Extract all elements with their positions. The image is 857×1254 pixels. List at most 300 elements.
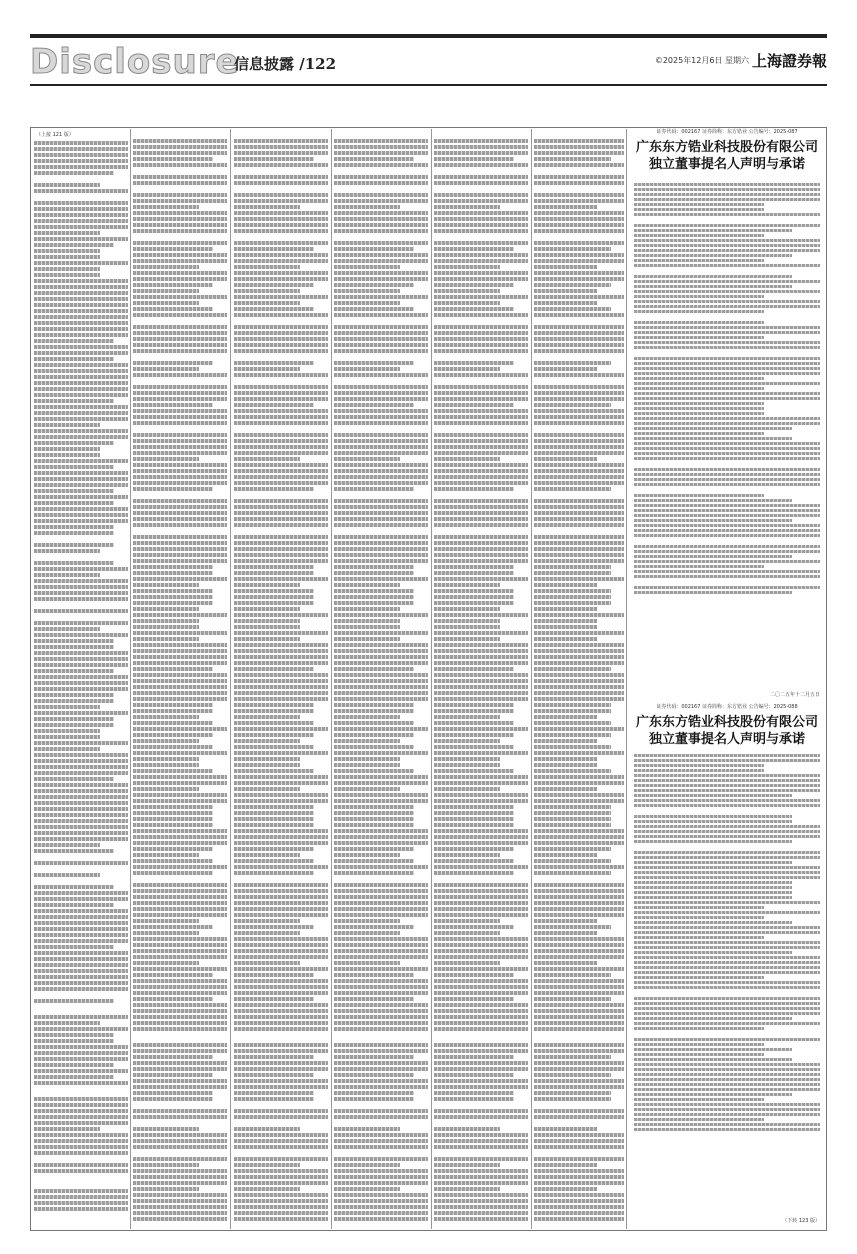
text-line <box>34 831 128 835</box>
text-line <box>133 259 227 263</box>
text-line <box>334 283 414 287</box>
text-line <box>334 439 428 443</box>
text-line <box>133 373 227 377</box>
text-line <box>534 523 624 527</box>
text-line <box>534 277 624 281</box>
text-line <box>133 1067 227 1071</box>
text-line <box>234 781 328 785</box>
text-line <box>34 885 114 889</box>
text-line <box>34 951 128 955</box>
text-line <box>434 733 514 737</box>
text-line <box>133 697 227 701</box>
text-line <box>434 469 528 473</box>
text-line <box>234 295 328 299</box>
text-line <box>133 391 227 395</box>
text-line <box>334 1043 428 1047</box>
text-line <box>334 1217 428 1221</box>
text-line <box>434 631 528 635</box>
text-line <box>634 315 820 319</box>
text-line <box>133 247 213 251</box>
text-line <box>534 1097 611 1101</box>
text-line <box>133 475 227 479</box>
column-divider <box>431 129 432 1229</box>
text-line <box>634 331 820 334</box>
text-line <box>334 817 414 821</box>
text-line <box>34 1139 128 1143</box>
text-line <box>234 391 328 395</box>
text-line <box>634 560 820 563</box>
text-line <box>534 577 624 581</box>
text-line <box>234 163 328 167</box>
text-line <box>334 853 400 857</box>
text-line <box>534 859 611 863</box>
text-line <box>534 841 624 845</box>
text-line <box>133 817 213 821</box>
text-line <box>434 997 514 1001</box>
text-line <box>534 1163 597 1167</box>
text-line <box>534 739 597 743</box>
text-line <box>34 1109 128 1113</box>
text-line <box>634 815 792 818</box>
text-line <box>133 613 227 617</box>
text-line <box>334 943 428 947</box>
text-line <box>234 265 300 269</box>
text-line <box>434 535 528 539</box>
text-line <box>133 445 227 449</box>
text-line <box>434 361 514 365</box>
text-line <box>133 385 227 389</box>
text-line <box>634 835 820 838</box>
text-line <box>434 607 500 611</box>
text-line <box>534 835 624 839</box>
text-line <box>534 913 624 917</box>
text-line <box>434 751 528 755</box>
text-line <box>434 1181 528 1185</box>
text-line <box>133 655 227 659</box>
text-line <box>634 866 820 869</box>
text-line <box>334 1091 414 1095</box>
text-line <box>434 931 500 935</box>
text-line <box>34 495 128 499</box>
text-line <box>34 807 128 811</box>
text-line <box>434 187 528 191</box>
text-line <box>34 249 100 253</box>
text-line <box>534 559 624 563</box>
text-line <box>34 705 100 709</box>
text-line <box>334 1121 428 1125</box>
text-line <box>534 1121 624 1125</box>
text-line <box>34 1033 114 1037</box>
text-line <box>334 883 428 887</box>
text-line <box>534 307 611 311</box>
text-line <box>34 627 100 631</box>
text-line <box>534 427 624 431</box>
text-line <box>634 921 792 924</box>
text-line <box>334 715 400 719</box>
text-line <box>434 1157 528 1161</box>
text-line <box>434 169 528 173</box>
text-line <box>634 224 820 227</box>
text-line <box>634 966 820 969</box>
text-line <box>534 445 624 449</box>
text-line <box>34 225 128 229</box>
text-line <box>634 1053 764 1056</box>
text-line <box>34 759 128 763</box>
text-line <box>133 763 199 767</box>
text-line <box>234 1049 328 1053</box>
text-line <box>133 1027 227 1031</box>
text-line <box>133 1037 227 1041</box>
text-line <box>634 799 820 802</box>
text-line <box>234 877 328 881</box>
text-line <box>534 373 624 377</box>
text-line <box>534 397 624 401</box>
text-line <box>334 343 428 347</box>
text-line <box>133 961 199 965</box>
text-line <box>334 661 428 665</box>
text-line <box>434 769 514 773</box>
text-line <box>534 421 624 425</box>
text-line <box>234 427 328 431</box>
text-line <box>234 589 314 593</box>
text-line <box>133 415 227 419</box>
text-line <box>234 799 328 803</box>
text-line <box>133 649 227 653</box>
text-line <box>534 907 624 911</box>
text-line <box>534 223 624 227</box>
text-line <box>434 1109 528 1113</box>
text-line <box>434 1021 528 1025</box>
text-line <box>334 1139 428 1143</box>
text-line <box>334 991 428 995</box>
text-line <box>434 421 528 425</box>
text-line <box>34 1195 128 1199</box>
text-line <box>334 655 428 659</box>
text-line <box>634 1073 820 1076</box>
text-line <box>133 487 213 491</box>
text-line <box>634 504 820 507</box>
text-line <box>133 1151 227 1155</box>
text-line <box>334 823 414 827</box>
text-line <box>434 613 528 617</box>
text-line <box>634 177 820 181</box>
text-line <box>234 967 328 971</box>
text-line <box>334 289 400 293</box>
text-line <box>234 1175 328 1179</box>
text-line <box>434 835 528 839</box>
text-line <box>234 175 328 179</box>
text-line <box>334 331 428 335</box>
text-line <box>534 547 624 551</box>
text-line <box>34 1009 128 1013</box>
text-line <box>34 975 128 979</box>
text-line <box>434 763 500 767</box>
text-line <box>434 517 528 521</box>
text-line <box>534 463 624 467</box>
text-line <box>34 441 114 445</box>
text-line <box>334 589 414 593</box>
text-line <box>34 939 128 943</box>
text-line <box>434 1079 528 1083</box>
text-line <box>334 685 428 689</box>
text-line <box>534 493 624 497</box>
text-line <box>534 1085 624 1089</box>
text-line <box>133 553 227 557</box>
text-column-5 <box>434 129 528 1229</box>
text-line <box>634 555 792 558</box>
text-line <box>334 565 414 569</box>
text-line <box>234 697 328 701</box>
text-line <box>234 1067 328 1071</box>
text-line <box>133 241 227 245</box>
column-divider <box>626 129 627 1229</box>
text-line <box>334 619 400 623</box>
text-line <box>133 319 227 323</box>
text-line <box>234 1103 328 1107</box>
text-column-1 <box>34 129 128 1229</box>
text-line <box>34 207 128 211</box>
text-line <box>334 679 428 683</box>
text-line <box>334 409 428 413</box>
text-line <box>534 571 611 575</box>
text-line <box>434 241 528 245</box>
text-line <box>133 727 227 731</box>
text-line <box>534 823 611 827</box>
text-line <box>234 457 300 461</box>
text-line <box>434 601 514 605</box>
text-line <box>234 1151 328 1155</box>
text-line <box>133 1127 199 1131</box>
text-line <box>434 547 528 551</box>
text-line <box>34 387 128 391</box>
text-line <box>34 1127 100 1131</box>
text-line <box>534 235 624 239</box>
text-line <box>34 645 114 649</box>
text-line <box>133 199 227 203</box>
text-line <box>434 961 500 965</box>
text-line <box>634 997 820 1000</box>
text-line <box>534 253 624 257</box>
text-line <box>133 1115 227 1119</box>
text-line <box>334 523 428 527</box>
text-line <box>133 883 227 887</box>
text-line <box>234 757 300 761</box>
text-line <box>34 291 128 295</box>
text-line <box>234 307 314 311</box>
text-line <box>434 379 528 383</box>
text-line <box>534 679 624 683</box>
text-line <box>534 1139 624 1143</box>
text-line <box>133 1139 227 1143</box>
text-line <box>334 1103 428 1107</box>
text-line <box>34 1051 128 1055</box>
text-line <box>334 1145 428 1149</box>
text-line <box>334 985 428 989</box>
text-line <box>133 1181 227 1185</box>
text-line <box>133 1043 227 1047</box>
text-line <box>34 591 128 595</box>
text-line <box>334 637 400 641</box>
text-line <box>434 139 528 143</box>
text-line <box>634 881 792 884</box>
text-line <box>534 211 624 215</box>
text-line <box>34 777 114 781</box>
text-line <box>234 625 300 629</box>
text-line <box>334 433 428 437</box>
text-line <box>34 915 128 919</box>
text-line <box>334 931 400 935</box>
text-line <box>434 391 528 395</box>
text-line <box>534 169 624 173</box>
text-line <box>34 747 100 751</box>
text-line <box>234 349 328 353</box>
text-line <box>434 217 528 221</box>
text-line <box>34 579 128 583</box>
text-line <box>133 901 227 905</box>
text-line <box>434 163 528 167</box>
text-line <box>334 961 400 965</box>
text-line <box>34 1081 128 1085</box>
text-line <box>634 830 820 833</box>
signature-date: 二〇二五年十二月五日 <box>769 692 820 698</box>
text-line <box>534 883 624 887</box>
text-line <box>133 295 227 299</box>
text-line <box>634 514 820 517</box>
text-line <box>34 531 114 535</box>
text-line <box>133 439 227 443</box>
text-line <box>534 139 624 143</box>
text-line <box>133 511 227 515</box>
text-line <box>334 241 428 245</box>
text-line <box>133 949 227 953</box>
text-line <box>334 595 414 599</box>
text-line <box>133 859 213 863</box>
text-line <box>534 1217 624 1221</box>
text-line <box>133 1097 213 1101</box>
section-title: 信息披露 /122 <box>234 55 337 73</box>
text-line <box>133 181 227 185</box>
text-line <box>434 757 500 761</box>
text-line <box>434 205 500 209</box>
text-line <box>334 1109 428 1113</box>
text-line <box>34 993 128 997</box>
text-line <box>133 331 227 335</box>
text-line <box>634 1048 792 1051</box>
text-line <box>434 445 528 449</box>
text-line <box>34 549 100 553</box>
text-line <box>334 799 428 803</box>
text-line <box>434 715 500 719</box>
text-line <box>34 195 128 199</box>
text-line <box>234 451 328 455</box>
text-line <box>534 247 611 251</box>
text-line <box>34 489 114 493</box>
text-line <box>34 399 114 403</box>
text-line <box>534 133 624 137</box>
text-line <box>534 481 624 485</box>
text-line <box>133 565 213 569</box>
text-line <box>534 895 624 899</box>
newspaper-logo: 上海證券報 <box>751 52 827 70</box>
text-line <box>534 517 624 521</box>
text-line <box>634 896 792 899</box>
text-line <box>234 919 300 923</box>
text-line <box>234 1205 328 1209</box>
text-line <box>133 1109 227 1113</box>
text-line <box>534 205 597 209</box>
text-line <box>434 595 514 599</box>
text-line <box>234 961 300 965</box>
text-line <box>434 559 528 563</box>
text-line <box>234 949 328 953</box>
text-line <box>534 337 624 341</box>
text-line <box>34 861 128 865</box>
text-line <box>133 835 227 839</box>
text-line <box>634 264 820 267</box>
text-line <box>234 247 314 251</box>
text-line <box>34 189 128 193</box>
text-line <box>634 1083 820 1086</box>
text-line <box>434 433 528 437</box>
text-line <box>334 673 428 677</box>
text-line <box>634 524 820 527</box>
text-line <box>534 973 611 977</box>
text-line <box>634 565 764 568</box>
text-line <box>534 799 624 803</box>
notice-title-line-2: 独立董事提名人声明与承诺 <box>648 157 805 172</box>
text-line <box>334 199 428 203</box>
text-line <box>334 955 428 959</box>
text-line <box>534 847 611 851</box>
text-line <box>534 283 611 287</box>
text-line <box>133 505 227 509</box>
text-line <box>133 937 227 941</box>
text-line <box>34 243 114 247</box>
text-line <box>334 373 428 377</box>
text-line <box>234 1139 328 1143</box>
text-line <box>434 775 528 779</box>
text-line <box>634 931 820 934</box>
text-line <box>434 1169 528 1173</box>
text-line <box>434 943 528 947</box>
text-line <box>234 691 328 695</box>
text-line <box>133 985 227 989</box>
text-line <box>334 1079 428 1083</box>
text-line <box>434 553 528 557</box>
text-line <box>133 1205 227 1209</box>
text-line <box>634 911 820 914</box>
text-line <box>534 565 611 569</box>
text-line <box>334 937 428 941</box>
text-line <box>334 745 414 749</box>
text-line <box>534 697 624 701</box>
text-line <box>634 1002 820 1005</box>
text-line <box>34 795 128 799</box>
text-line <box>334 919 400 923</box>
text-line <box>434 157 514 161</box>
text-line <box>334 583 400 587</box>
text-line <box>634 1043 764 1046</box>
text-line <box>434 211 528 215</box>
text-line <box>234 997 314 1001</box>
text-line <box>334 739 400 743</box>
text-line <box>334 1157 428 1161</box>
text-line <box>234 277 328 281</box>
text-line <box>234 565 314 569</box>
text-line <box>534 937 624 941</box>
text-line <box>133 451 227 455</box>
text-line <box>634 244 820 247</box>
